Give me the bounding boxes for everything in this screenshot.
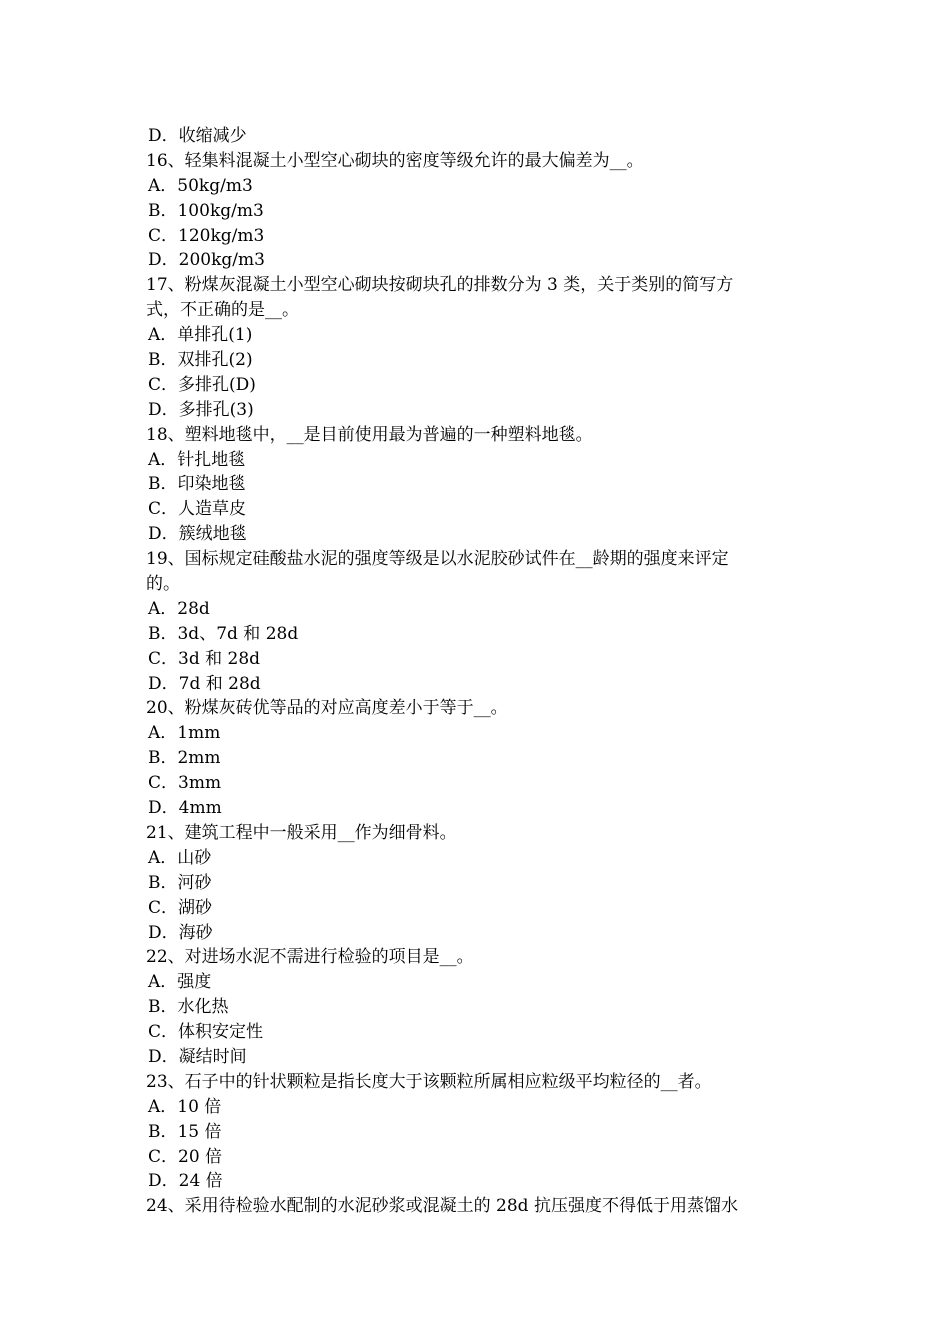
- answer-option-line: D．收缩减少: [148, 126, 247, 146]
- answer-option-line: A．针扎地毯: [148, 449, 246, 470]
- question-text-line: 18、塑料地毯中，__是目前使用最为普遍的一种塑料地毯。: [146, 424, 593, 445]
- answer-option-line: D．24 倍: [148, 1171, 223, 1192]
- document-page: [146, 124, 816, 1219]
- question-text-line: 20、粉煤灰砖优等品的对应高度差小于等于__。: [146, 698, 508, 719]
- answer-option-line: B．3d、7d 和 28d: [148, 623, 299, 644]
- answer-option-line: D．簇绒地毯: [148, 524, 247, 545]
- answer-option-line: D．200kg/m3: [148, 250, 265, 271]
- answer-option-line: C．3mm: [148, 773, 222, 794]
- answer-option-line: D．海砂: [148, 922, 213, 943]
- answer-option-line: C．人造草皮: [148, 499, 247, 520]
- answer-option-line: D．7d 和 28d: [148, 673, 261, 694]
- answer-option-line: A．单排孔(1): [148, 325, 253, 346]
- question-text-line: 19、国标规定硅酸盐水泥的强度等级是以水泥胶砂试件在__龄期的强度来评定: [146, 549, 729, 570]
- answer-option-line: D．4mm: [148, 798, 222, 819]
- question-text-line: 的。: [146, 574, 180, 595]
- answer-option-line: B．双排孔(2): [148, 350, 253, 371]
- question-text-line: 22、对进场水泥不需进行检验的项目是__。: [146, 947, 474, 968]
- answer-option-line: C．120kg/m3: [148, 225, 265, 246]
- answer-option-line: A．山砂: [148, 847, 212, 868]
- answer-option-line: C．湖砂: [148, 897, 213, 918]
- answer-option-line: D．凝结时间: [148, 1046, 247, 1067]
- answer-option-line: B．河砂: [148, 872, 212, 893]
- question-text-line: 17、粉煤灰混凝土小型空心砌块按砌块孔的排数分为 3 类，关于类别的简写方: [146, 275, 734, 296]
- question-text-line: 式，不正确的是__。: [146, 300, 299, 321]
- question-text-line: 24、采用待检验水配制的水泥砂浆或混凝土的 28d 抗压强度不得低于用蒸馏水: [146, 1196, 738, 1217]
- question-text-line: 23、石子中的针状颗粒是指长度大于该颗粒所属相应粒级平均粒径的__者。: [146, 1071, 712, 1092]
- answer-option-line: C．体积安定性: [148, 1022, 264, 1043]
- answer-option-line: A．1mm: [148, 723, 221, 744]
- answer-option-line: A．10 倍: [148, 1096, 222, 1117]
- answer-option-line: A．28d: [148, 598, 210, 619]
- answer-option-line: B．15 倍: [148, 1121, 222, 1142]
- answer-option-line: B．水化热: [148, 997, 229, 1018]
- answer-option-line: B．2mm: [148, 748, 221, 769]
- answer-option-line: A．50kg/m3: [148, 175, 253, 196]
- answer-option-line: A．强度: [148, 972, 212, 993]
- answer-option-line: B．100kg/m3: [148, 200, 264, 221]
- question-text-line: 16、轻集料混凝土小型空心砌块的密度等级允许的最大偏差为__。: [146, 150, 644, 171]
- answer-option-line: C．多排孔(D): [148, 374, 256, 395]
- answer-option-line: C．3d 和 28d: [148, 648, 261, 669]
- answer-option-line: B．印染地毯: [148, 474, 246, 495]
- question-text-line: 21、建筑工程中一般采用__作为细骨料。: [146, 822, 457, 843]
- answer-option-line: D．多排孔(3): [148, 399, 254, 420]
- answer-option-line: C．20 倍: [148, 1146, 223, 1167]
